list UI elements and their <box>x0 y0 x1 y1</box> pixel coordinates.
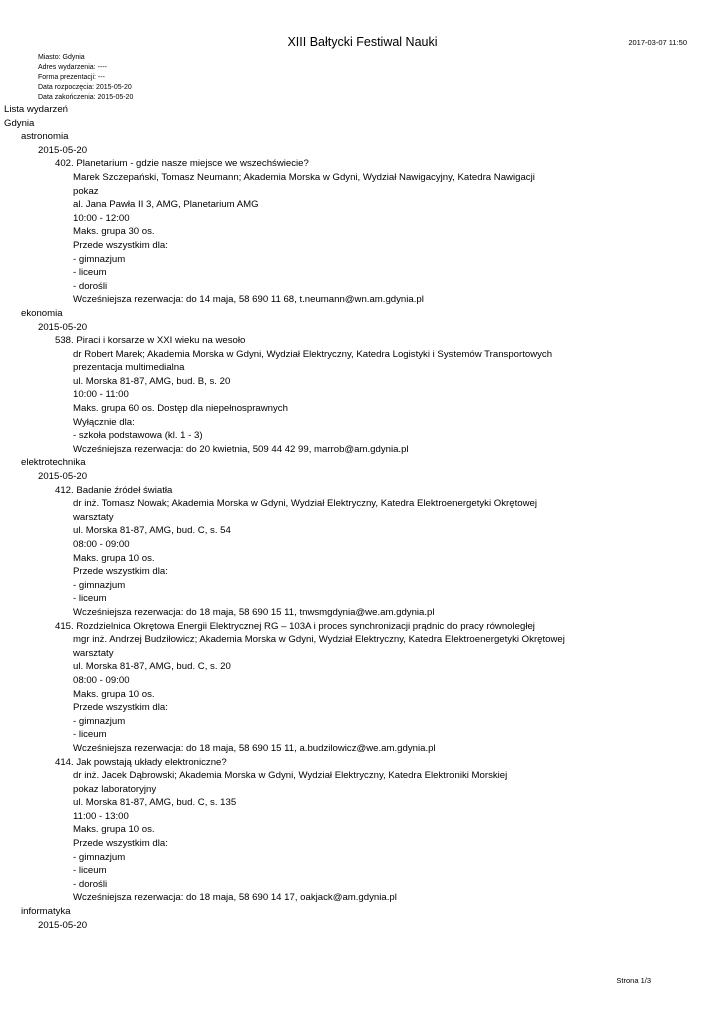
meta-address: Adres wydarzenia: ---- <box>38 64 107 71</box>
event-list <box>4 103 565 932</box>
event-title: 538. Piraci i korsarze w XXI wieku na wesoło <box>55 335 246 347</box>
meta-city: Miasto: Gdynia <box>38 54 85 61</box>
event-detail: - gimnazjum <box>73 579 126 591</box>
event-detail: Wyłącznie dla: <box>73 416 135 428</box>
event-detail: Maks. grupa 30 os. <box>73 226 155 238</box>
event-detail: Marek Szczepański, Tomasz Neumann; Akademia Morska w Gdyni, Wydział Nawigacyjny, Katedra Nawigacji <box>73 171 535 183</box>
event-detail: - dorośli <box>73 280 108 292</box>
event-detail: - gimnazjum <box>73 851 126 863</box>
event-detail: warsztaty <box>73 647 114 659</box>
event-detail: - dorośli <box>73 878 108 890</box>
event-detail: ul. Morska 81-87, AMG, bud. C, s. 135 <box>73 797 237 809</box>
event-date: 2015-05-20 <box>38 321 88 333</box>
event-detail: Przede wszystkim dla: <box>73 702 168 714</box>
list-heading: Lista wydarzeń <box>4 104 68 115</box>
event-detail: Wcześniejsza rezerwacja: do 18 maja, 58 690 15 11, a.budzilowicz@we.am.gdynia.pl <box>73 742 436 754</box>
event-detail: al. Jana Pawła II 3, AMG, Planetarium AMG <box>73 199 259 211</box>
event-detail: - szkoła podstawowa (kl. 1 - 3) <box>73 430 203 442</box>
category-heading: ekonomia <box>21 307 63 319</box>
event-detail: - gimnazjum <box>73 253 126 265</box>
event-detail: prezentacja multimedialna <box>73 362 185 374</box>
event-detail: Wcześniejsza rezerwacja: do 18 maja, 58 690 14 17, oakjack@am.gdynia.pl <box>73 892 397 904</box>
event-detail: 08:00 - 09:00 <box>73 539 130 550</box>
event-detail: 10:00 - 12:00 <box>73 212 130 224</box>
event-detail: Maks. grupa 10 os. <box>73 688 155 700</box>
event-detail: pokaz <box>73 185 99 197</box>
event-detail: ul. Morska 81-87, AMG, bud. C, s. 20 <box>73 661 231 673</box>
event-detail: Maks. grupa 10 os. <box>73 824 155 836</box>
event-detail: Wcześniejsza rezerwacja: do 18 maja, 58 690 15 11, tnwsmgdynia@we.am.gdynia.pl <box>73 606 435 618</box>
event-detail: 10:00 - 11:00 <box>73 389 129 401</box>
event-detail: Maks. grupa 10 os. <box>73 552 155 564</box>
event-detail: 08:00 - 09:00 <box>73 674 130 686</box>
event-detail: - liceum <box>73 865 107 877</box>
page-title: XIII Bałtycki Festiwal Nauki <box>287 35 438 49</box>
event-detail: Przede wszystkim dla: <box>73 566 168 578</box>
event-detail: 11:00 - 13:00 <box>73 810 129 822</box>
city-heading: Gdynia <box>4 117 35 129</box>
category-heading: informatyka <box>21 906 71 918</box>
event-detail: mgr inż. Andrzej Budziłowicz; Akademia Morska w Gdyni, Wydział Elektryczny, Katedra Elektroenergetyki Okrętowej <box>73 634 565 646</box>
category-heading: elektrotechnika <box>21 457 86 469</box>
event-detail: Maks. grupa 60 os. Dostęp dla niepełnosprawnych <box>73 403 288 415</box>
event-detail: Wcześniejsza rezerwacja: do 20 kwietnia, 509 44 42 99, marrob@am.gdynia.pl <box>73 443 409 455</box>
meta-block <box>38 53 133 103</box>
event-title: 412. Badanie źródeł światła <box>55 484 173 496</box>
event-detail: dr Robert Marek; Akademia Morska w Gdyni, Wydział Elektryczny, Katedra Logistyki i Systemów Transportowych <box>73 348 553 360</box>
page-number: Strona 1/3 <box>616 976 651 985</box>
meta-presentation-form: Forma prezentacji: --- <box>38 74 105 81</box>
event-detail: Przede wszystkim dla: <box>73 838 168 850</box>
event-title: 402. Planetarium - gdzie nasze miejsce we wszechświecie? <box>55 158 309 170</box>
meta-end-date: Data zakończenia: 2015-05-20 <box>38 94 134 101</box>
print-timestamp: 2017-03-07 11:50 <box>628 38 687 47</box>
event-detail: Wcześniejsza rezerwacja: do 14 maja, 58 690 11 68, t.neumann@wn.am.gdynia.pl <box>73 294 424 306</box>
event-detail: Przede wszystkim dla: <box>73 239 168 251</box>
event-title: 414. Jak powstają układy elektroniczne? <box>55 756 227 768</box>
event-date: 2015-05-20 <box>38 144 88 156</box>
event-date: 2015-05-20 <box>38 471 88 483</box>
event-detail: - liceum <box>73 729 107 741</box>
event-detail: - gimnazjum <box>73 715 126 727</box>
event-title: 415. Rozdzielnica Okrętowa Energii Elektrycznej RG – 103A i proces synchronizacji prądnic do pracy równoległej <box>55 620 535 632</box>
event-detail: - liceum <box>73 267 107 279</box>
meta-start-date: Data rozpoczęcia: 2015-05-20 <box>38 84 132 91</box>
event-detail: pokaz laboratoryjny <box>73 783 157 795</box>
category-heading: astronomia <box>21 131 69 143</box>
event-detail: ul. Morska 81-87, AMG, bud. B, s. 20 <box>73 375 231 387</box>
event-date: 2015-05-20 <box>38 919 88 931</box>
event-detail: dr inż. Tomasz Nowak; Akademia Morska w Gdyni, Wydział Elektryczny, Katedra Elektroenergetyki Okrętowej <box>73 498 537 510</box>
event-detail: dr inż. Jacek Dąbrowski; Akademia Morska w Gdyni, Wydział Elektryczny, Katedra Elektroniki Morskiej <box>73 770 508 782</box>
event-detail: ul. Morska 81-87, AMG, bud. C, s. 54 <box>73 525 231 537</box>
event-detail: warsztaty <box>73 511 114 523</box>
event-detail: - liceum <box>73 593 107 605</box>
